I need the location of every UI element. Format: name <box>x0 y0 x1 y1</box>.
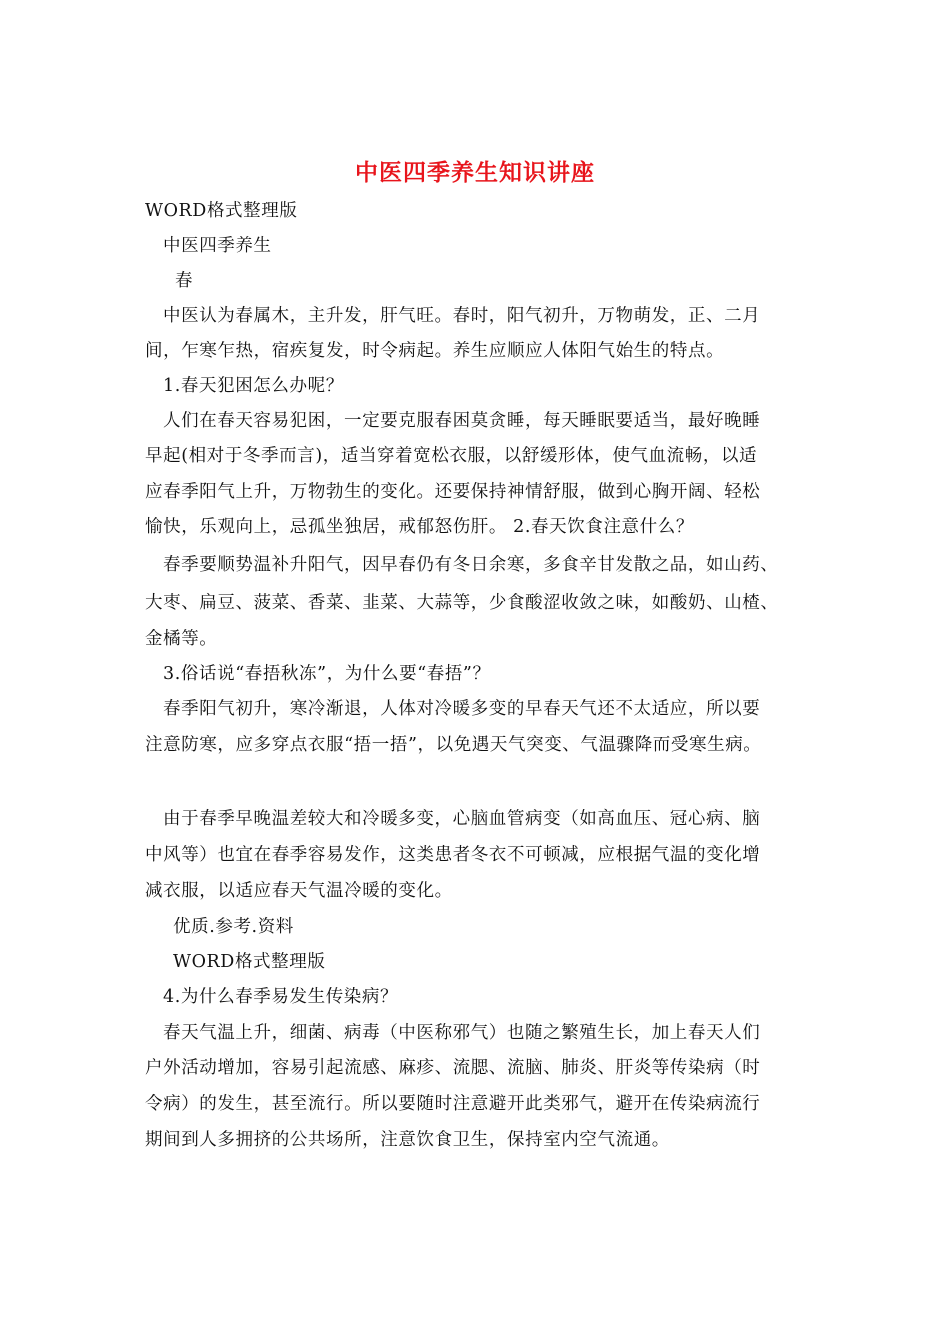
question-heading: 3.俗话说“春捂秋冻”，为什么要“春捂”？ <box>163 664 491 684</box>
paragraph-line: 金橘等。 <box>145 629 218 649</box>
paragraph-line: 春天气温上升，细菌、病毒（中医称邪气）也随之繁殖生长，加上春天人们 <box>163 1023 761 1043</box>
footer-label: 优质.参考.资料 <box>173 917 294 937</box>
section-subtitle: 中医四季养生 <box>163 236 272 256</box>
season-heading: 春 <box>175 271 194 291</box>
paragraph-line: 早起(相对于冬季而言)，适当穿着宽松衣服，以舒缓形体，使气血流畅，以适 <box>145 446 758 466</box>
paragraph-line: 中风等）也宜在春季容易发作，这类患者冬衣不可顿减，应根据气温的变化增 <box>145 845 761 865</box>
paragraph-line: 令病）的发生，甚至流行。所以要随时注意避开此类邪气，避开在传染病流行 <box>145 1094 761 1114</box>
paragraph-line: 愉快，乐观向上，忌孤坐独居，戒郁怒伤肝。 2.春天饮食注意什么？ <box>145 517 694 537</box>
paragraph-line: 期间到人多拥挤的公共场所，注意饮食卫生，保持室内空气流通。 <box>145 1130 670 1150</box>
question-heading: 1.春天犯困怎么办呢？ <box>163 376 344 396</box>
paragraph-line: 减衣服，以适应春天气温冷暖的变化。 <box>145 881 453 901</box>
paragraph-line: 由于春季早晚温差较大和冷暖多变，心脑血管病变（如高血压、冠心病、脑 <box>163 809 761 829</box>
document-title: 中医四季养生知识讲座 <box>355 159 595 186</box>
paragraph-line: 应春季阳气上升，万物勃生的变化。还要保持神情舒服，做到心胸开阔、轻松 <box>145 482 761 502</box>
paragraph-line: 人们在春天容易犯困，一定要克服春困莫贪睡，每天睡眠要适当，最好晚睡 <box>163 411 761 431</box>
paragraph-line: 春季要顺势温补升阳气，因早春仍有冬日余寒，多食辛甘发散之品，如山药、 <box>163 555 779 575</box>
header-label-repeat: WORD格式整理版 <box>173 952 326 972</box>
paragraph-line: 注意防寒，应多穿点衣服“捂一捂”，以免遇天气突变、气温骤降而受寒生病。 <box>145 735 762 755</box>
question-heading: 4.为什么春季易发生传染病？ <box>163 987 399 1007</box>
paragraph-line: 中医认为春属木，主升发，肝气旺。春时，阳气初升，万物萌发，正、二月 <box>163 306 761 326</box>
paragraph-line: 户外活动增加，容易引起流感、麻疹、流腮、流脑、肺炎、肝炎等传染病（时 <box>145 1058 761 1078</box>
paragraph-line: 间，乍寒乍热，宿疾复发，时令病起。养生应顺应人体阳气始生的特点。 <box>145 341 725 361</box>
paragraph-line: 大枣、扁豆、菠菜、香菜、韭菜、大蒜等，少食酸涩收敛之味，如酸奶、山楂、 <box>145 593 779 613</box>
header-label: WORD格式整理版 <box>145 201 298 221</box>
paragraph-line: 春季阳气初升，寒冷渐退，人体对冷暖多变的早春天气还不太适应，所以要 <box>163 699 761 719</box>
